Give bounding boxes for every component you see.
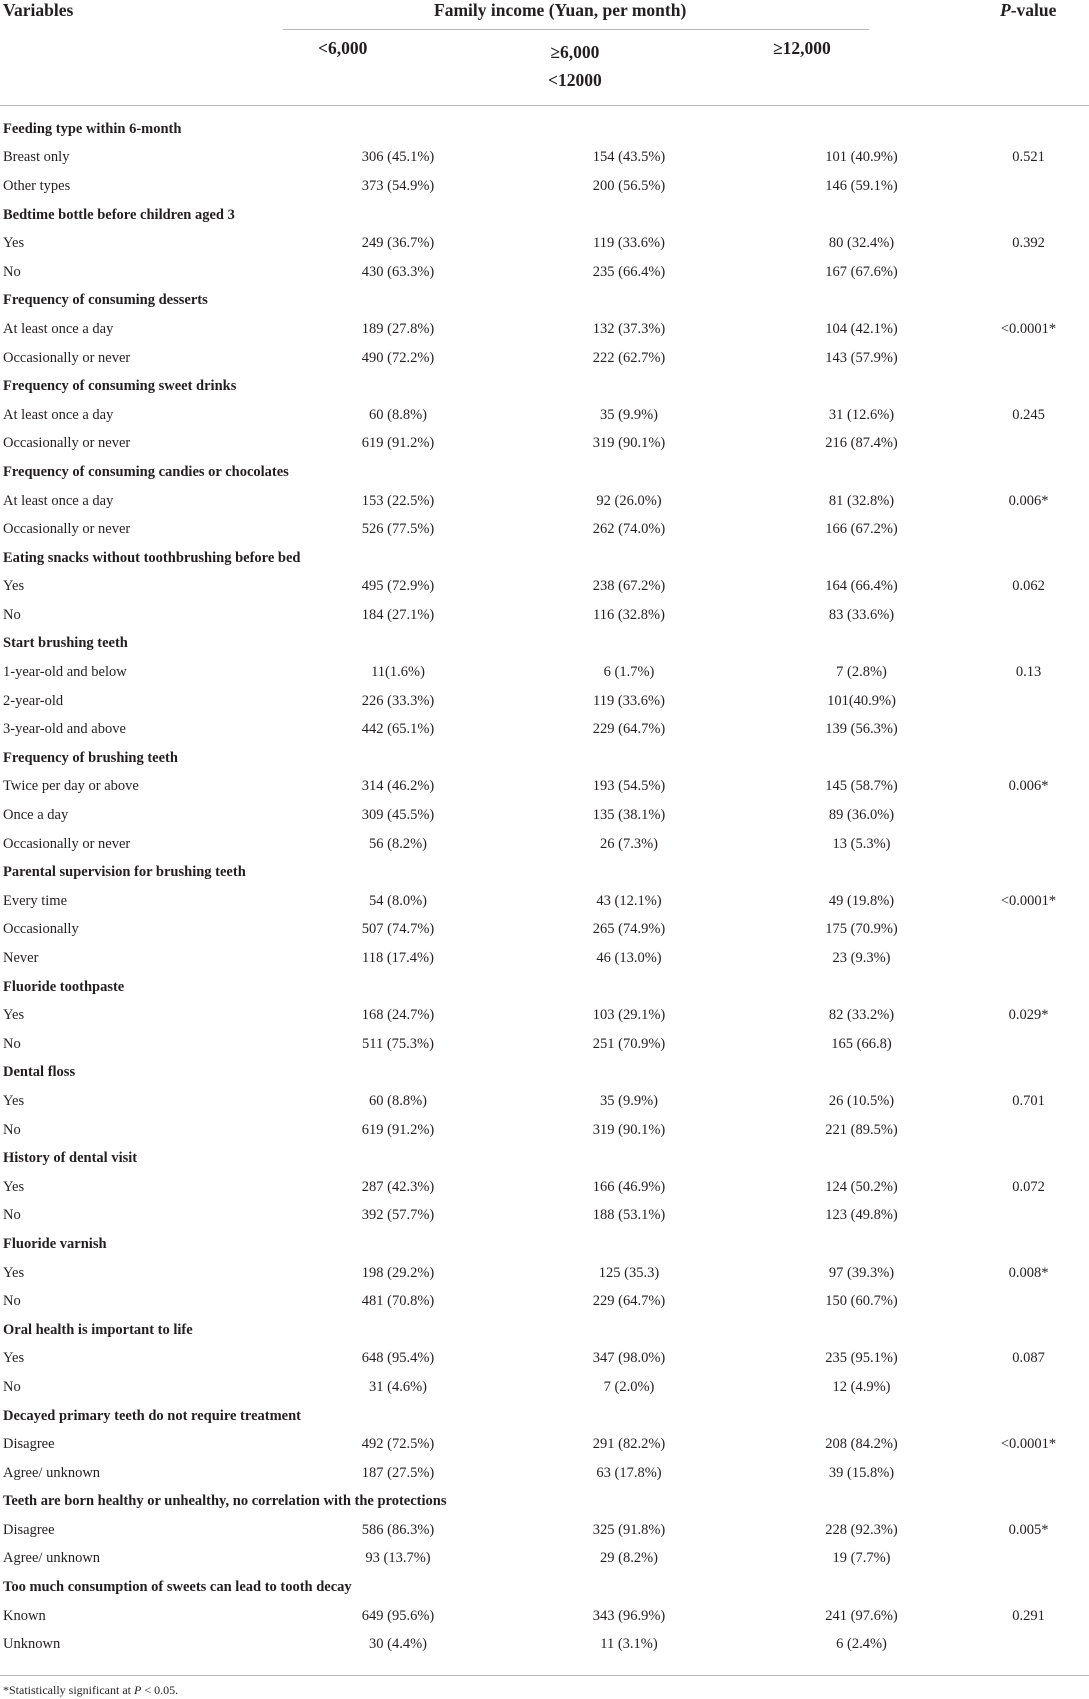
cell-income-low: 287 (42.3%) <box>361 1178 435 1195</box>
table-row <box>0 1087 1089 1116</box>
row-label: Other types <box>3 177 71 194</box>
table-row <box>0 1116 1089 1145</box>
section-header-row <box>0 372 1089 401</box>
cell-income-mid: 103 (29.1%) <box>592 1007 666 1024</box>
cell-income-mid: 35 (9.9%) <box>600 406 658 423</box>
table-row <box>0 315 1089 344</box>
section-title: Parental supervision for brushing teeth <box>3 864 246 881</box>
table-row <box>0 172 1089 201</box>
cell-income-low: 481 (70.8%) <box>361 1293 435 1310</box>
table-row <box>0 229 1089 258</box>
row-label: Twice per day or above <box>3 778 139 795</box>
cell-income-low: 198 (29.2%) <box>361 1264 435 1281</box>
section-header-row <box>0 287 1089 316</box>
cell-income-mid: 319 (90.1%) <box>592 1121 666 1138</box>
cell-p-value: 0.005* <box>1008 1521 1049 1538</box>
cell-income-high: 216 (87.4%) <box>825 435 898 452</box>
cell-income-low: 118 (17.4%) <box>362 950 434 967</box>
cell-income-mid: 347 (98.0%) <box>592 1350 666 1367</box>
cell-p-value: 0.006* <box>1008 778 1049 795</box>
cell-income-low: 492 (72.5%) <box>361 1436 435 1453</box>
table-row <box>0 916 1089 945</box>
cell-p-value <box>978 1202 1089 1231</box>
cell-p-value <box>978 944 1089 973</box>
header-rule <box>283 29 869 30</box>
cell-income-mid: 154 (43.5%) <box>592 149 666 166</box>
cell-income-high: 101 (40.9%) <box>825 149 898 166</box>
cell-income-low: 56 (8.2%) <box>369 835 427 852</box>
row-label: Known <box>3 1607 46 1624</box>
footer-rule <box>0 1675 1089 1676</box>
cell-p-value <box>978 1030 1089 1059</box>
cell-income-mid: 46 (13.0%) <box>596 950 662 967</box>
table-row <box>0 1602 1089 1631</box>
table-row <box>0 687 1089 716</box>
table-row <box>0 1202 1089 1231</box>
table-row <box>0 258 1089 287</box>
section-title: History of dental visit <box>3 1150 138 1167</box>
cell-p-value: 0.072 <box>1012 1178 1045 1195</box>
cell-income-mid: 11 (3.1%) <box>600 1636 658 1653</box>
cell-income-high: 208 (84.2%) <box>825 1436 898 1453</box>
row-label: Every time <box>3 892 68 909</box>
cell-income-high: 26 (10.5%) <box>828 1092 895 1109</box>
header-col-mid <box>548 38 602 94</box>
section-title: Decayed primary teeth do not require treatment <box>3 1407 301 1424</box>
cell-income-high: 6 (2.4%) <box>836 1636 887 1653</box>
cell-income-mid: 200 (56.5%) <box>592 177 666 194</box>
row-label: Breast only <box>3 149 70 166</box>
cell-income-high: 7 (2.8%) <box>836 664 887 681</box>
cell-income-high: 49 (19.8%) <box>828 892 895 909</box>
cell-income-high: 146 (59.1%) <box>825 177 898 194</box>
cell-p-value: 0.245 <box>1012 406 1045 423</box>
cell-income-low: 306 (45.1%) <box>361 149 435 166</box>
cell-income-mid: 7 (2.0%) <box>603 1378 655 1395</box>
cell-p-value: 0.521 <box>1012 149 1045 166</box>
cell-income-low: 392 (57.7%) <box>361 1207 435 1224</box>
cell-income-low: 442 (65.1%) <box>361 721 435 738</box>
cell-income-mid: 119 (33.6%) <box>593 235 665 252</box>
cell-income-high: 167 (67.6%) <box>825 263 898 280</box>
cell-income-mid: 119 (33.6%) <box>593 692 665 709</box>
table-row <box>0 830 1089 859</box>
cell-income-mid: 116 (32.8%) <box>593 606 665 623</box>
cell-income-high: 80 (32.4%) <box>828 235 895 252</box>
row-label: No <box>3 263 21 280</box>
section-header-row <box>0 1230 1089 1259</box>
cell-income-mid: 135 (38.1%) <box>592 807 666 824</box>
table-row <box>0 515 1089 544</box>
row-label: Yes <box>3 1350 25 1367</box>
cell-income-low: 93 (13.7%) <box>365 1550 431 1567</box>
cell-income-mid: 325 (91.8%) <box>592 1521 666 1538</box>
cell-income-low: 373 (54.9%) <box>361 177 435 194</box>
header-col-low: <6,000 <box>318 38 368 58</box>
table-row <box>0 715 1089 744</box>
row-label: Agree/ unknown <box>3 1464 101 1481</box>
table-row <box>0 1173 1089 1202</box>
table-row <box>0 144 1089 173</box>
section-title: Frequency of brushing teeth <box>3 749 178 766</box>
cell-income-high: 12 (4.9%) <box>832 1378 891 1395</box>
table-row <box>0 944 1089 973</box>
section-title: Too much consumption of sweets can lead to tooth decay <box>3 1579 352 1596</box>
row-label: Occasionally or never <box>3 349 131 366</box>
row-label: No <box>3 606 21 623</box>
cell-income-mid: 26 (7.3%) <box>600 835 658 852</box>
row-label: At least once a day <box>3 320 114 337</box>
cell-income-high: 13 (5.3%) <box>832 835 891 852</box>
cell-income-high: 228 (92.3%) <box>825 1521 898 1538</box>
table-row <box>0 1345 1089 1374</box>
cell-p-value: 0.029* <box>1008 1007 1049 1024</box>
table-row <box>0 344 1089 373</box>
cell-income-high: 82 (33.2%) <box>828 1007 895 1024</box>
cell-income-low: 168 (24.7%) <box>361 1007 435 1024</box>
cell-income-mid: 166 (46.9%) <box>592 1178 666 1195</box>
row-label: Occasionally or never <box>3 435 131 452</box>
cell-income-low: 507 (74.7%) <box>361 921 435 938</box>
cell-income-high: 241 (97.6%) <box>825 1607 898 1624</box>
cell-p-value: 0.392 <box>1012 235 1045 252</box>
cell-income-low: 511 (75.3%) <box>362 1035 434 1052</box>
cell-income-mid: 132 (37.3%) <box>592 320 666 337</box>
section-title: Frequency of consuming candies or chocolates <box>3 463 289 480</box>
section-header-row <box>0 1059 1089 1088</box>
row-label: Yes <box>3 1092 25 1109</box>
table-row <box>0 887 1089 916</box>
cell-p-value <box>978 258 1089 287</box>
cell-income-mid: 343 (96.9%) <box>592 1607 666 1624</box>
table-row <box>0 401 1089 430</box>
cell-income-low: 648 (95.4%) <box>361 1350 435 1367</box>
header-family-income: Family income (Yuan, per month) <box>434 0 687 20</box>
cell-p-value <box>978 830 1089 859</box>
table-row <box>0 1287 1089 1316</box>
cell-income-mid: 251 (70.9%) <box>592 1035 666 1052</box>
cell-income-low: 30 (4.4%) <box>369 1636 427 1653</box>
section-title: Oral health is important to life <box>3 1321 193 1338</box>
cell-income-mid: 238 (67.2%) <box>592 578 666 595</box>
table-row <box>0 1373 1089 1402</box>
cell-income-low: 430 (63.3%) <box>361 263 435 280</box>
section-header-row <box>0 744 1089 773</box>
section-title: Fluoride toothpaste <box>3 978 125 995</box>
cell-income-low: 526 (77.5%) <box>361 521 435 538</box>
cell-p-value <box>978 601 1089 630</box>
cell-p-value <box>978 344 1089 373</box>
cell-p-value <box>978 801 1089 830</box>
row-label: 1-year-old and below <box>3 664 127 681</box>
section-title: Frequency of consuming desserts <box>3 292 208 309</box>
row-label: No <box>3 1121 21 1138</box>
header-p-value <box>1000 0 1056 21</box>
cell-income-mid: 222 (62.7%) <box>592 349 666 366</box>
cell-income-low: 31 (4.6%) <box>369 1378 427 1395</box>
cell-income-high: 83 (33.6%) <box>828 606 895 623</box>
cell-p-value: <0.0001* <box>1000 320 1057 337</box>
cell-p-value <box>978 1287 1089 1316</box>
cell-income-mid: 43 (12.1%) <box>596 892 662 909</box>
table-row <box>0 1545 1089 1574</box>
cell-p-value <box>978 687 1089 716</box>
cell-p-value: 0.13 <box>1015 664 1042 681</box>
p-value-italic-letter: P <box>1000 0 1011 20</box>
table-row <box>0 573 1089 602</box>
row-label: Unknown <box>3 1636 61 1653</box>
cell-p-value <box>978 1545 1089 1574</box>
cell-income-high: 221 (89.5%) <box>825 1121 898 1138</box>
cell-income-high: 166 (67.2%) <box>825 521 898 538</box>
section-header-row <box>0 458 1089 487</box>
row-label: Disagree <box>3 1521 55 1538</box>
section-title: Eating snacks without toothbrushing before bed <box>3 549 301 566</box>
table-row <box>0 1030 1089 1059</box>
cell-income-high: 31 (12.6%) <box>828 406 895 423</box>
cell-income-high: 175 (70.9%) <box>825 921 898 938</box>
table-row <box>0 1516 1089 1545</box>
cell-income-mid: 235 (66.4%) <box>592 263 666 280</box>
section-title: Fluoride varnish <box>3 1235 107 1252</box>
cell-p-value: 0.008* <box>1008 1264 1049 1281</box>
cell-p-value: 0.062 <box>1012 578 1045 595</box>
table-row <box>0 801 1089 830</box>
cell-p-value <box>978 1116 1089 1145</box>
cell-p-value: 0.006* <box>1008 492 1049 509</box>
row-label: At least once a day <box>3 492 114 509</box>
cell-p-value <box>978 916 1089 945</box>
cell-income-low: 226 (33.3%) <box>361 692 435 709</box>
section-title: Teeth are born healthy or unhealthy, no correlation with the protections <box>3 1493 447 1510</box>
cell-income-mid: 6 (1.7%) <box>603 664 655 681</box>
section-title: Bedtime bottle before children aged 3 <box>3 206 235 223</box>
cell-income-low: 11(1.6%) <box>371 664 425 681</box>
row-label: No <box>3 1293 21 1310</box>
footnote: *Statistically significant at P < 0.05. <box>3 1683 179 1697</box>
row-label: 2-year-old <box>3 692 64 709</box>
table-row <box>0 487 1089 516</box>
row-label: 3-year-old and above <box>3 721 126 738</box>
row-label: Occasionally <box>3 921 79 938</box>
cell-p-value: 0.087 <box>1012 1350 1045 1367</box>
cell-p-value <box>978 430 1089 459</box>
section-header-row <box>0 1144 1089 1173</box>
table-row <box>0 1630 1089 1659</box>
table-row <box>0 430 1089 459</box>
cell-income-high: 143 (57.9%) <box>825 349 898 366</box>
table-row <box>0 601 1089 630</box>
section-header-row <box>0 1402 1089 1431</box>
row-label: Never <box>3 950 39 967</box>
cell-income-low: 619 (91.2%) <box>361 435 435 452</box>
header-variables: Variables <box>3 0 74 20</box>
row-label: Yes <box>3 235 25 252</box>
section-header-row <box>0 1573 1089 1602</box>
row-label: At least once a day <box>3 406 114 423</box>
cell-income-high: 104 (42.1%) <box>825 320 898 337</box>
cell-p-value <box>978 515 1089 544</box>
row-label: Yes <box>3 1178 25 1195</box>
cell-income-high: 39 (15.8%) <box>828 1464 895 1481</box>
row-label: Once a day <box>3 807 69 824</box>
table-body <box>0 115 1089 1659</box>
cell-p-value <box>978 715 1089 744</box>
section-header-row <box>0 115 1089 144</box>
cell-income-low: 619 (91.2%) <box>361 1121 435 1138</box>
cell-income-mid: 319 (90.1%) <box>592 435 666 452</box>
header-col-mid-line1: ≥6,000 <box>550 42 600 62</box>
row-label: Disagree <box>3 1436 55 1453</box>
cell-income-high: 145 (58.7%) <box>825 778 898 795</box>
cell-income-high: 97 (39.3%) <box>828 1264 895 1281</box>
cell-income-low: 153 (22.5%) <box>361 492 435 509</box>
table-row <box>0 773 1089 802</box>
cell-income-low: 187 (27.5%) <box>361 1464 435 1481</box>
section-header-row <box>0 630 1089 659</box>
cell-p-value: <0.0001* <box>1000 892 1057 909</box>
cell-p-value: 0.701 <box>1012 1092 1045 1109</box>
row-label: Yes <box>3 1007 25 1024</box>
cell-income-low: 189 (27.8%) <box>361 320 435 337</box>
table-row <box>0 1259 1089 1288</box>
cell-income-high: 123 (49.8%) <box>825 1207 898 1224</box>
cell-income-mid: 265 (74.9%) <box>592 921 666 938</box>
row-label: Occasionally or never <box>3 835 131 852</box>
section-title: Feeding type within 6-month <box>3 120 182 137</box>
cell-income-mid: 92 (26.0%) <box>596 492 662 509</box>
section-header-row <box>0 858 1089 887</box>
cell-income-mid: 229 (64.7%) <box>592 721 666 738</box>
section-header-row <box>0 544 1089 573</box>
row-label: No <box>3 1378 21 1395</box>
row-label: No <box>3 1207 21 1224</box>
section-header-row <box>0 1488 1089 1517</box>
cell-income-mid: 63 (17.8%) <box>596 1464 662 1481</box>
cell-income-low: 60 (8.8%) <box>369 1092 427 1109</box>
cell-income-high: 150 (60.7%) <box>825 1293 898 1310</box>
cell-income-mid: 262 (74.0%) <box>592 521 666 538</box>
cell-income-high: 235 (95.1%) <box>825 1350 898 1367</box>
row-label: Yes <box>3 1264 25 1281</box>
cell-income-mid: 193 (54.5%) <box>592 778 666 795</box>
cell-income-high: 101(40.9%) <box>827 692 896 709</box>
cell-income-low: 314 (46.2%) <box>361 778 435 795</box>
table-row <box>0 1001 1089 1030</box>
cell-income-high: 139 (56.3%) <box>825 721 898 738</box>
cell-income-low: 309 (45.5%) <box>361 807 435 824</box>
p-value-suffix: -value <box>1010 0 1057 20</box>
header-col-mid-line2: <12000 <box>548 70 602 90</box>
cell-income-high: 124 (50.2%) <box>825 1178 898 1195</box>
section-title: Dental floss <box>3 1064 76 1081</box>
cell-income-mid: 29 (8.2%) <box>600 1550 658 1567</box>
cell-income-high: 81 (32.8%) <box>828 492 895 509</box>
section-title: Start brushing teeth <box>3 635 128 652</box>
row-label: No <box>3 1035 21 1052</box>
section-title: Frequency of consuming sweet drinks <box>3 378 237 395</box>
cell-income-high: 164 (66.4%) <box>825 578 898 595</box>
header-col-high: ≥12,000 <box>773 38 831 58</box>
cell-p-value <box>978 1630 1089 1659</box>
cell-income-high: 23 (9.3%) <box>832 950 891 967</box>
row-label: Occasionally or never <box>3 521 131 538</box>
cell-p-value <box>978 1373 1089 1402</box>
table-header <box>0 0 1089 106</box>
table-row <box>0 1459 1089 1488</box>
cell-income-low: 586 (86.3%) <box>361 1521 435 1538</box>
section-header-row <box>0 1316 1089 1345</box>
cell-income-high: 89 (36.0%) <box>828 807 895 824</box>
cell-income-low: 495 (72.9%) <box>361 578 435 595</box>
cell-income-low: 249 (36.7%) <box>361 235 435 252</box>
section-header-row <box>0 973 1089 1002</box>
cell-income-high: 165 (66.8) <box>831 1035 892 1052</box>
cell-income-mid: 35 (9.9%) <box>600 1092 658 1109</box>
cell-income-mid: 188 (53.1%) <box>592 1207 666 1224</box>
cell-income-low: 54 (8.0%) <box>369 892 427 909</box>
cell-p-value <box>978 172 1089 201</box>
cell-income-mid: 125 (35.3) <box>598 1264 660 1281</box>
cell-income-mid: 229 (64.7%) <box>592 1293 666 1310</box>
row-label: Yes <box>3 578 25 595</box>
cell-p-value: 0.291 <box>1012 1607 1045 1624</box>
row-label: Agree/ unknown <box>3 1550 101 1567</box>
table-row <box>0 1430 1089 1459</box>
cell-income-low: 184 (27.1%) <box>361 606 435 623</box>
cell-p-value <box>978 1459 1089 1488</box>
cell-income-high: 19 (7.7%) <box>832 1550 891 1567</box>
cell-income-mid: 291 (82.2%) <box>592 1436 666 1453</box>
cell-income-low: 649 (95.6%) <box>361 1607 435 1624</box>
table-row <box>0 658 1089 687</box>
cell-income-low: 490 (72.2%) <box>361 349 435 366</box>
cell-income-low: 60 (8.8%) <box>369 406 427 423</box>
section-header-row <box>0 201 1089 230</box>
cell-p-value: <0.0001* <box>1000 1436 1057 1453</box>
